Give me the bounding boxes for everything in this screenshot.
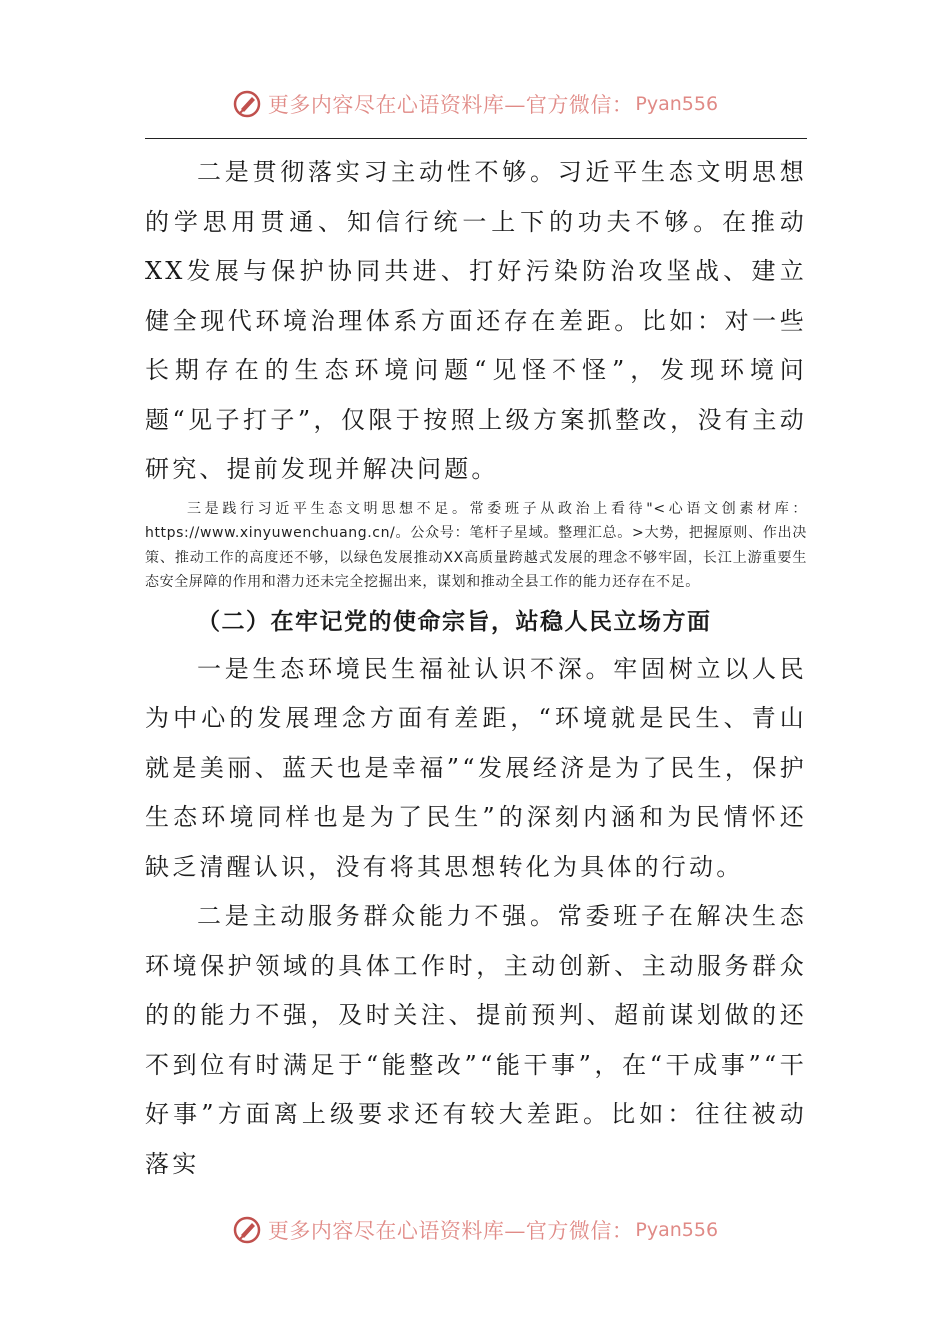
brand-logo-icon (232, 1215, 262, 1245)
footer-wechat-id: Pyan556 (635, 1219, 719, 1241)
footer-brand-text: 更多内容尽在心语资料库—官方微信： (267, 1219, 634, 1243)
paragraph-2-small: 三是践行习近平生态文明思想不足。常委班子从政治上看待"<心语文创素材库：https://www.xinyuwenchuang.cn/。公众号：笔杆子星域。整理汇总。>大势，把握原则、作出决策、推动工作的高度还不够，以绿色发展推动XX高质量跨越式发展的理念不够牢固，长江上游重要生态安全屏障的作用和潜力还未完全挖掘出来，谋划和推动全县工作的能力还存在不足。 (145, 500, 807, 590)
page-footer (0, 1210, 950, 1250)
header-divider (145, 138, 807, 139)
paragraph-3: 一是生态环境民生福祉认识不深。牢固树立以人民为中心的发展理念方面有差距，“环境就是民生、青山就是美丽、蓝天也是幸福”“发展经济是为了民生，保护生态环境同样也是为了民生”的深刻内涵和为民情怀还缺乏清醒认识，没有将其思想转化为具体的行动。 (145, 654, 807, 881)
brand-logo-icon (232, 89, 262, 119)
paragraph-4: 二是主动服务群众能力不强。常委班子在解决生态环境保护领域的具体工作时，主动创新、主动服务群众的的能力不强，及时关注、提前预判、超前谋划做的还不到位有时满足于“能整改”“能干事”，在“干成事”“干好事”方面离上级要求还有较大差距。比如：往往被动落实 (145, 902, 807, 1178)
page-header (0, 84, 950, 124)
section-heading: （二）在牢记党的使命宗旨，站稳人民立场方面 (197, 607, 712, 635)
header-brand-text: 更多内容尽在心语资料库—官方微信： (267, 93, 634, 117)
document-body (145, 148, 807, 1189)
paragraph-1: 二是贯彻落实习主动性不够。习近平生态文明思想的学思用贯通、知信行统一上下的功夫不够。在推动XX发展与保护协同共进、打好污染防治攻坚战、建立健全现代环境治理体系方面还存在差距。比如：对一些长期存在的生态环境问题“见怪不怪”，发现环境问题“见子打子”，仅限于按照上级方案抓整改，没有主动研究、提前发现并解决问题。 (145, 158, 807, 483)
header-wechat-id: Pyan556 (635, 93, 719, 115)
